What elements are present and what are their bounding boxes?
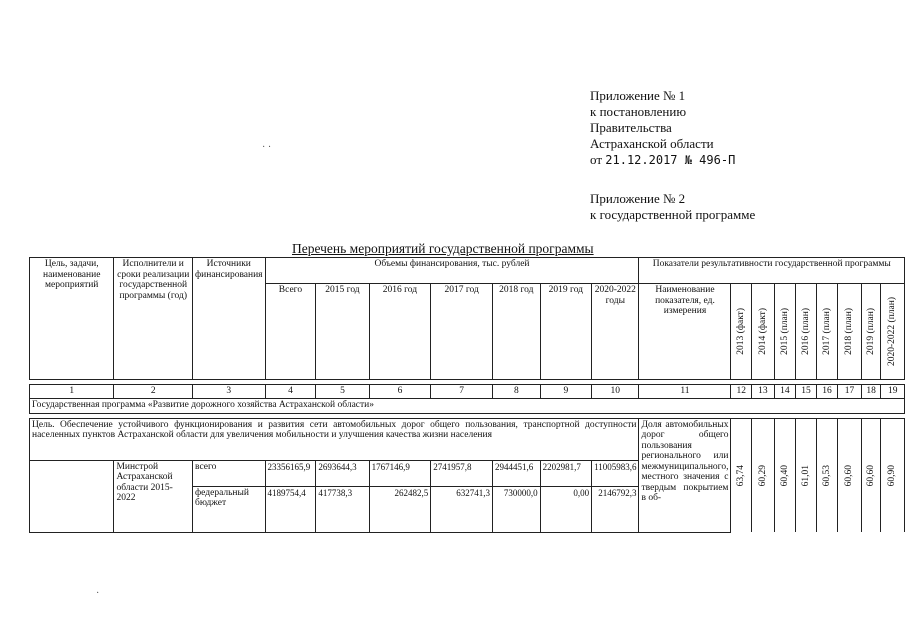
value-2019: 0,00 [540,486,591,532]
total-value: 4189754,4 [265,486,316,532]
header-total: Всего [265,284,316,380]
column-number: 15 [796,385,817,399]
value-2019: 2202981,7 [540,460,591,486]
header-2020-2022: 2020-2022 годы [592,284,639,380]
program-title-row: Государственная программа «Развитие дорожного хозяйства Астраханской области» [30,398,905,413]
column-number: 1 [30,385,114,399]
header-year-2016: 2016 (план) [800,308,811,355]
header-2019: 2019 год [540,284,591,380]
indicator-value-2018: 60,60 [844,464,855,486]
column-number: 13 [752,385,775,399]
header-year-2014: 2014 (факт) [757,308,768,355]
goal-row: Цель. Обеспечение устойчивого функционирования и развития сети автомобильных дорог общего пользования, транспортной доступности населенных пунктов Астраханской области для увеличения мобильности и улучшения качества жизни населения [30,418,639,460]
column-number: 18 [861,385,881,399]
indicator-value-2013: 63,74 [736,464,747,486]
header-year-2013: 2013 (факт) [736,308,747,355]
column-number: 12 [731,385,752,399]
header-year-2018: 2018 (план) [844,308,855,355]
header-2018: 2018 год [492,284,540,380]
annex-1 [590,88,735,168]
column-number: 14 [774,385,796,399]
header-2016: 2016 год [369,284,431,380]
value-2020-2022: 11005983,6 [592,460,639,486]
annex-1-line-1: Приложение № 1 [590,88,686,103]
header-year-2019: 2019 (план) [865,308,876,355]
header-indicator-name: Наименование показателя, ед. измерения [639,284,731,380]
source-federal: федеральный бюджет [193,486,266,532]
annex-2 [590,191,755,223]
header-year-2017: 2017 (план) [821,308,832,355]
column-number: 19 [881,385,905,399]
column-number: 6 [369,385,431,399]
column-number: 10 [592,385,639,399]
header-goal: Цель, задачи, наименование мероприятий [30,258,114,380]
indicator-value-2020-2022: 60,90 [887,464,898,486]
column-number: 9 [540,385,591,399]
indicator-value-2015: 60,40 [779,464,790,486]
column-number: 16 [816,385,838,399]
date-prefix: от [590,152,603,167]
scan-speck: · · [262,142,272,153]
column-number: 7 [431,385,493,399]
indicator-value-2016: 61,01 [800,464,811,486]
column-number: 4 [265,385,316,399]
column-number: 8 [492,385,540,399]
source-total: всего [193,460,266,486]
annex-1-line-2: к постановлению [590,104,687,119]
header-indicators: Показатели результативности государственной программы [639,258,905,284]
column-number: 2 [114,385,193,399]
scan-speck: · [96,588,100,599]
header-funding: Объемы финансирования, тыс. рублей [265,258,639,284]
document-title: Перечень мероприятий государственной программы [292,241,594,256]
annex-2-line-2: к государственной программе [590,207,756,222]
column-number: 3 [193,385,266,399]
annex-1-line-3: Правительства [590,120,672,135]
value-2016: 1767146,9 [369,460,431,486]
column-number: 11 [639,385,731,399]
indicator-value-2019: 60,60 [865,464,876,486]
header-source: Источники финансирования [193,258,266,380]
column-number: 17 [838,385,861,399]
indicator-value-2017: 60,53 [821,464,832,486]
value-2018: 730000,0 [492,486,540,532]
value-2015: 2693644,3 [316,460,369,486]
column-number: 5 [316,385,369,399]
indicator-value-2014: 60,29 [757,464,768,486]
value-2018: 2944451,6 [492,460,540,486]
decree-date: 21.12.2017 № 496-П [605,153,736,167]
column-number-row [30,385,905,399]
indicator-description: Доля автомобильных дорог общего пользования регионального или межмуниципального, местного значения с твердым покрытием в об- [639,418,731,532]
annex-1-line-4: Астраханской области [590,136,714,151]
header-2017: 2017 год [431,284,493,380]
annex-1-date-line [590,152,735,168]
header-year-2015: 2015 (план) [779,308,790,355]
header-2015: 2015 год [316,284,369,380]
value-2020-2022: 2146792,3 [592,486,639,532]
value-2015: 417738,3 [316,486,369,532]
value-2016: 262482,5 [369,486,431,532]
value-2017: 2741957,8 [431,460,493,486]
value-2017: 632741,3 [431,486,493,532]
total-value: 23356165,9 [265,460,316,486]
header-executor: Исполнители и сроки реализации государственной программы (год) [114,258,193,380]
header-year-2020-2022: 2020-2022 (план) [887,297,898,366]
annex-2-line-1: Приложение № 2 [590,191,686,206]
measures-table [29,257,905,533]
executor: Минстрой Астраханской области 2015-2022 [114,460,193,532]
